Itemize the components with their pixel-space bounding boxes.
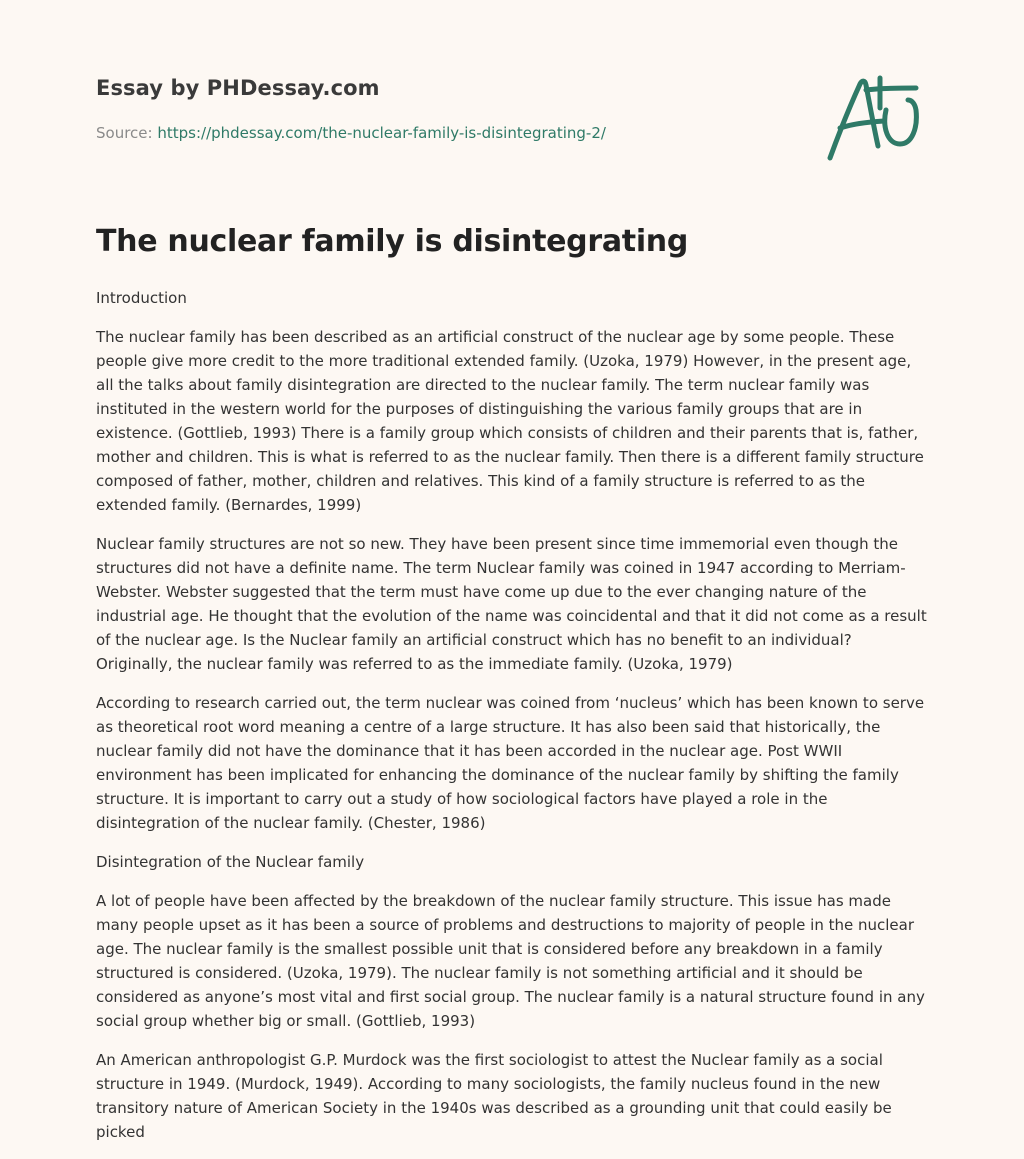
essay-paragraph: The nuclear family has been described as an artificial construct of the nuclear age by some people. These people give more credit to the more traditional extended family. (Uzoka, 1979) However, in the present age, all the talks about family disintegration are directed to the nuclear family. The term nuclear family was instituted in the western world for the purposes of distinguishing the various family groups that are in existence. (Gottlieb, 1993) There is a family group which consists of children and their parents that is, father, mother and children. This is what is referred to as the nuclear family. Then there is a different family structure composed of father, mother, children and relatives. This kind of a family structure is referred to as the extended family. (Bernardes, 1999) — [96, 328, 924, 514]
a-plus-logo-icon — [820, 66, 930, 166]
section-heading: Introduction — [96, 289, 187, 307]
site-title: Essay by PHDessay.com — [96, 76, 380, 100]
essay-paragraph: A lot of people have been affected by the breakdown of the nuclear family structure. This issue has made many people upset as it has been a source of problems and destructions to majority of people in the nuclear age. The nuclear family is the smallest possible unit that is considered before any breakdown in a family structured is considered. (Uzoka, 1979). The nuclear family is not something artificial and it should be considered as anyone’s most vital and first social group. The nuclear family is a natural structure found in any social group whether big or small. (Gottlieb, 1993) — [96, 892, 925, 1030]
essay-paragraph: Nuclear family structures are not so new. They have been present since time immemorial even though the structures did not have a definite name. The term Nuclear family was coined in 1947 according to Merriam-Webster. Webster suggested that the term must have come up due to the ever changing nature of the industrial age. He thought that the evolution of the name was coincidental and that it did not come as a result of the nuclear age. Is the Nuclear family an artificial construct which has no benefit to an individual? Originally, the nuclear family was referred to as the immediate family. (Uzoka, 1979) — [96, 535, 927, 673]
source-line — [96, 124, 606, 142]
essay-body — [96, 286, 932, 1159]
source-label: Source: — [96, 124, 153, 142]
essay-title: The nuclear family is disintegrating — [96, 224, 689, 259]
essay-paragraph: According to research carried out, the term nuclear was coined from ‘nucleus’ which has been known to serve as theoretical root word meaning a centre of a large structure. It has also been said that historically, the nuclear family did not have the dominance that it has been accorded in the nuclear age. Post WWII environment has been implicated for enhancing the dominance of the nuclear family by shifting the family structure. It is important to carry out a study of how sociological factors have played a role in the disintegration of the nuclear family. (Chester, 1986) — [96, 694, 925, 832]
source-link[interactable]: https://phdessay.com/the-nuclear-family-is-disintegrating-2/ — [157, 124, 606, 142]
section-heading: Disintegration of the Nuclear family — [96, 853, 365, 871]
essay-paragraph: An American anthropologist G.P. Murdock was the first sociologist to attest the Nuclear family as a social structure in 1949. (Murdock, 1949). According to many sociologists, the family nucleus found in the new transitory nature of American Society in the 1940s was described as a grounding unit that could easily be picked — [96, 1051, 892, 1141]
